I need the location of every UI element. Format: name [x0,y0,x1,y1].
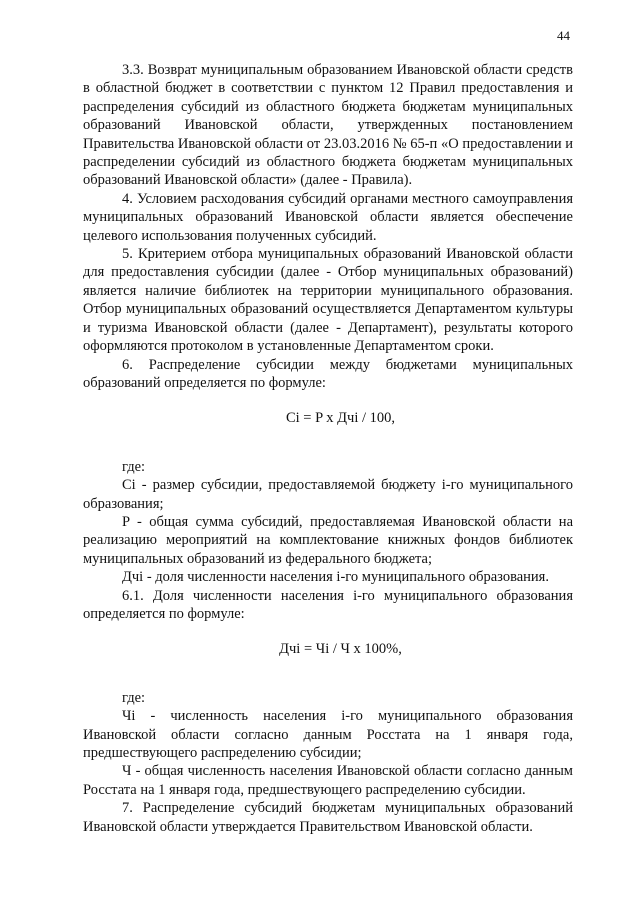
paragraph-6-1: 6.1. Доля численности населения i-го муниципального образования определяется по формуле: [83,587,573,622]
formula-population-share: Дчi = Чi / Ч x 100%, [279,641,402,658]
definition-chi: Чi - численность населения i-го муниципального образования Ивановской области согласно данным Росстата на 1 января года, предшествующего распределению субсидии; [83,708,573,761]
paragraph-4: 4. Условием расходования субсидий органами местного самоуправления муниципальных образований Ивановской области является обеспечение целевого использования полученных субсидий. [83,190,573,244]
page-number: 44 [557,28,570,43]
document-body [83,61,573,836]
paragraph-5: 5. Критерием отбора муниципальных образований Ивановской области для предоставления субсидии (далее - Отбор муниципальных образований) является наличие библиотек на территории муниципального образования. Отбор муниципальных образований осуществляется Департаментом культуры и туризма Ивановской области (далее - Департамент), результаты которого оформляются протоколом в установленные Департаментом сроки. [83,246,573,355]
where-label-1: где: [122,458,146,475]
definition-ci: Ci - размер субсидии, предоставляемой бюджету i-го муниципального образования; [83,477,573,512]
paragraph-3-3: 3.3. Возврат муниципальным образованием Ивановской области средств в областной бюджет в соответствии с пунктом 12 Правил предоставления и распределения субсидий из областного бюджета бюджетам муниципальных образований Ивановской области, утвержденных постановлением Правительства Ивановской области от 23.03.2016 № 65-п «О предоставлении и распределении субсидий из областного бюджета бюджетам муниципальных образований Ивановской области» (далее - Правила). [83,62,573,189]
formula-subsidy: Ci = P x Дчi / 100, [285,410,396,427]
paragraph-7: 7. Распределение субсидий бюджетам муниципальных образований Ивановской области утверждается Правительством Ивановской области. [83,800,573,835]
definition-p: P - общая сумма субсидий, предоставляемая Ивановской области на реализацию мероприятий на комплектование книжных фондов библиотек муниципальных образований из федерального бюджета; [83,513,573,567]
definition-dchi: Дчi - доля численности населения i-го муниципального образования. [122,569,549,586]
paragraph-6: 6. Распределение субсидии между бюджетами муниципальных образований определяется по формуле: [83,356,573,391]
definition-ch: Ч - общая численность населения Ивановской области согласно данным Росстата на 1 января года, предшествующего распределению субсидии. [83,763,573,798]
where-label-2: где: [122,689,146,706]
